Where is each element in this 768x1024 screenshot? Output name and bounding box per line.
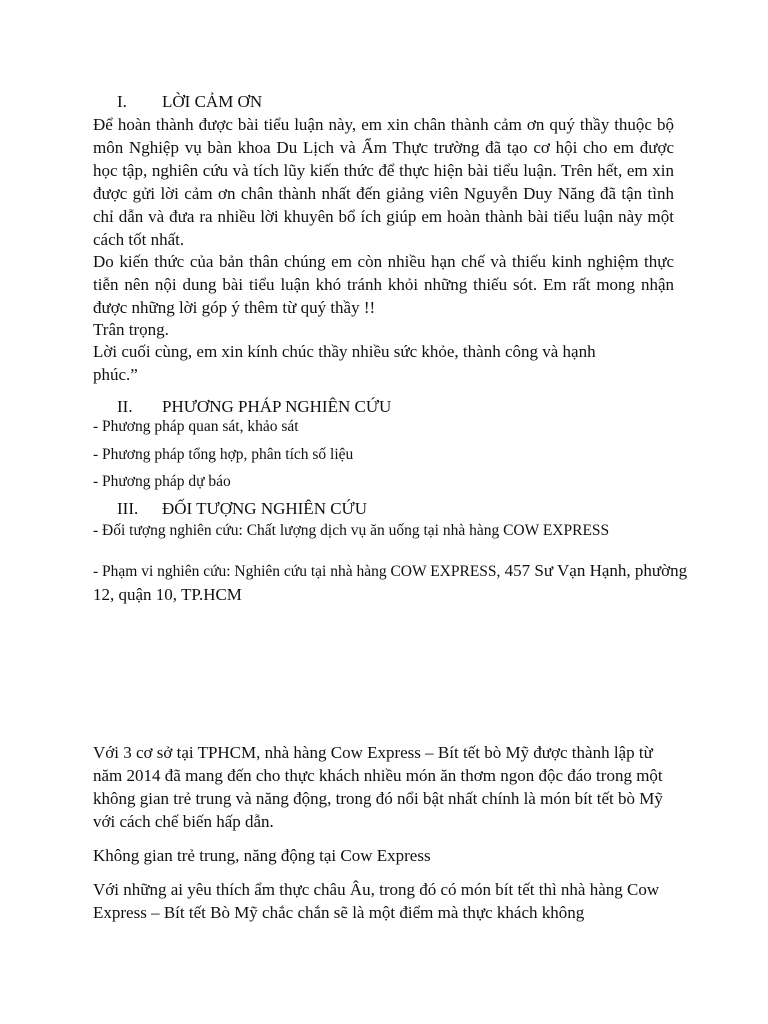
method-item: - Phương pháp dự báo bbox=[93, 473, 231, 490]
closing-paragraph: Lời cuối cùng, em xin kính chúc thầy nhiều sức khỏe, thành công và hạnh phúc.” bbox=[93, 342, 596, 384]
section-title: PHƯƠNG PHÁP NGHIÊN CỨU bbox=[162, 397, 392, 416]
section-heading-methods bbox=[93, 396, 674, 418]
research-scope-line bbox=[93, 559, 693, 606]
research-subject-line: - Đối tượng nghiên cứu: Chất lượng dịch vụ ăn uống tại nhà hàng COW EXPRESS bbox=[93, 522, 610, 539]
acknowledgement-paragraph-2: Do kiến thức của bản thân chúng em còn nhiều hạn chế và thiếu kinh nghiệm thực tiễn nên nội dung bài tiểu luận khó tránh khỏi những thiếu sót. Em rất mong nhận được những lời góp ý thêm từ quý thầy !! bbox=[93, 252, 674, 317]
section-number: III. bbox=[117, 499, 139, 518]
research-scope-suffix: 457 Sư Vạn Hạnh, phường 12, quận 10, TP.HCM bbox=[93, 561, 688, 604]
section-heading-acknowledgement bbox=[93, 91, 674, 113]
section-title: LỜI CẢM ƠN bbox=[162, 92, 263, 111]
body-paragraph-2: Không gian trẻ trung, năng động tại Cow Express bbox=[93, 846, 431, 865]
method-item: - Phương pháp quan sát, khảo sát bbox=[93, 418, 299, 435]
method-item: - Phương pháp tổng hợp, phân tích số liệu bbox=[93, 446, 354, 463]
section-number: I. bbox=[117, 92, 127, 111]
section-heading-subject bbox=[93, 498, 674, 520]
research-scope-prefix: - Phạm vi nghiên cứu: Nghiên cứu tại nhà hàng COW EXPRESS, bbox=[93, 563, 501, 580]
section-number: II. bbox=[117, 397, 133, 416]
body-paragraph-3: Với những ai yêu thích ẩm thực châu Âu, trong đó có món bít tết thì nhà hàng Cow Express – Bít tết Bò Mỹ chắc chắn sẽ là một điểm mà thực khách không bbox=[93, 880, 660, 922]
section-title: ĐỐI TƯỢNG NGHIÊN CỨU bbox=[162, 499, 368, 518]
acknowledgement-paragraph-1: Để hoàn thành được bài tiểu luận này, em xin chân thành cảm ơn quý thầy thuộc bộ môn Nghiệp vụ bàn khoa Du Lịch và Ẩm Thực trường đã tạo cơ hội cho em được học tập, nghiên cứu và tích lũy kiến thức để thực hiện bài tiểu luận. Trên hết, em xin được gửi lời cảm ơn chân thành nhất đến giảng viên Nguyễn Duy Năng đã tận tình chỉ dẫn và đưa ra nhiều lời khuyên bổ ích giúp em hoàn thành bài tiểu luận này một cách tốt nhất. bbox=[93, 115, 674, 249]
body-paragraph-1: Với 3 cơ sở tại TPHCM, nhà hàng Cow Express – Bít tết bò Mỹ được thành lập từ năm 2014 đã mang đến cho thực khách nhiều món ăn thơm ngon độc đáo trong một không gian trẻ trung và năng động, trong đó nổi bật nhất chính là món bít tết bò Mỹ với cách chế biến hấp dẫn. bbox=[93, 743, 663, 831]
regards-line: Trân trọng. bbox=[93, 320, 169, 339]
